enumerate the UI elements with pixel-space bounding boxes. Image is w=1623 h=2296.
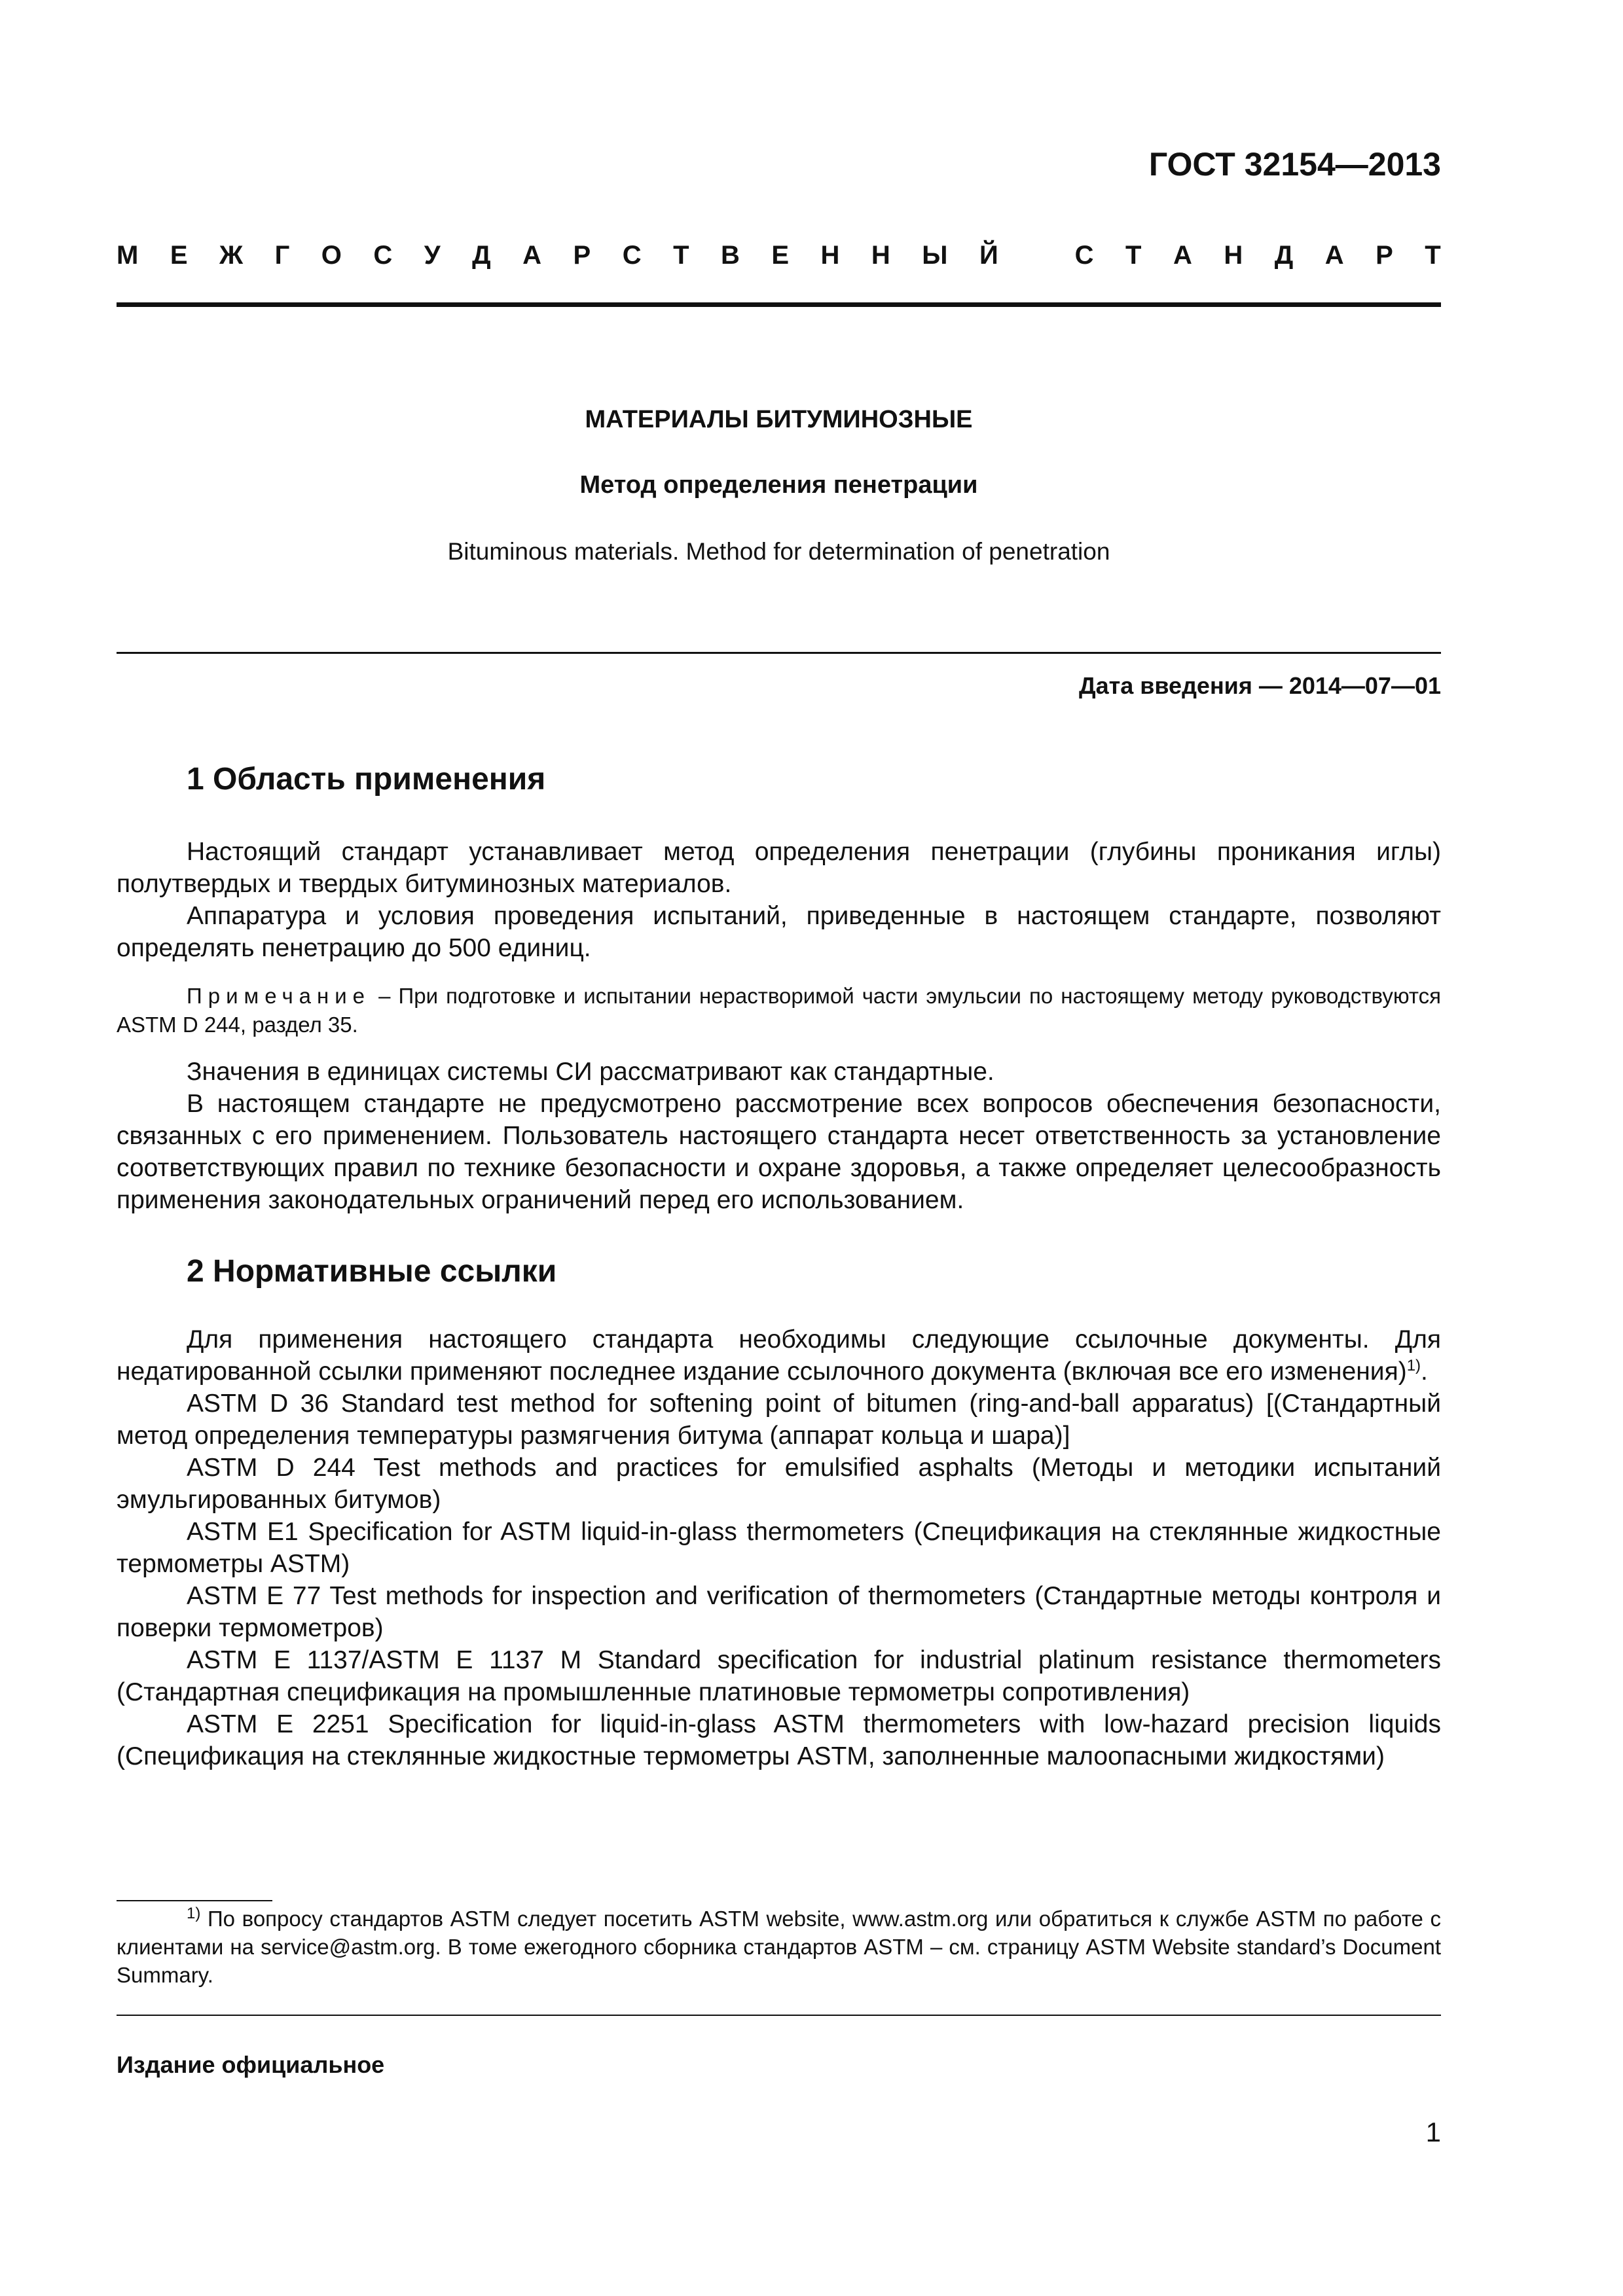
footnote-ref: 1) xyxy=(1406,1357,1421,1374)
banner-letter: О xyxy=(321,241,342,270)
document-title: МАТЕРИАЛЫ БИТУМИНОЗНЫЕ xyxy=(585,406,973,433)
section-1-heading: 1 Область применения xyxy=(187,762,546,797)
introduction-date: Дата введения — 2014—07—01 xyxy=(1078,672,1441,699)
banner-letter: Ж xyxy=(219,241,244,270)
footnote-text: По вопросу стандартов ASTM следует посетить ASTM website, www.astm.org или обратиться к службе ASTM по работе с клиентами на service@astm.org. В томе ежегодного сборника стандартов ASTM – см. страницу ASTM Website standard’s Document Summary. xyxy=(117,1907,1441,1987)
banner-letter: С xyxy=(622,241,642,270)
banner-letter: Н xyxy=(820,241,840,270)
title-rule xyxy=(117,652,1441,654)
banner-letter: Е xyxy=(771,241,790,270)
note xyxy=(117,982,1441,1039)
banner-letter: Н xyxy=(1224,241,1243,270)
banner-letter: Д xyxy=(472,241,491,270)
banner-letter: Е xyxy=(170,241,188,270)
banner-letter: М xyxy=(117,241,139,270)
section-2-body xyxy=(117,1323,1441,1772)
reference-item: ASTM D 244 Test methods and practices for emulsified asphalts (Методы и методики испытаний эмульгированных битумов) xyxy=(117,1454,1441,1514)
paragraph: В настоящем стандарте не предусмотрено рассмотрение всех вопросов обеспечения безопасности, связанных с его применением. Пользователь настоящего стандарта несет ответственность за установление соответствующих правил по технике безопасности и охране здоровья, а также определяет целесообразность применения законодательных ограничений перед его использованием. xyxy=(117,1090,1441,1214)
banner-letter: У xyxy=(424,241,441,270)
reference-item: ASTM E 1137/ASTM E 1137 M Standard specification for industrial platinum resistance thermometers (Стандартная спецификация на промышленные платиновые термометры сопротивления) xyxy=(117,1646,1441,1706)
banner-letter: Т xyxy=(1425,241,1441,270)
banner-letter: Р xyxy=(573,241,591,270)
section-1-body-continued xyxy=(117,1056,1441,1216)
banner-letter: С xyxy=(373,241,393,270)
section-2-heading: 2 Нормативные ссылки xyxy=(187,1254,557,1289)
banner-letter: Ы xyxy=(922,241,948,270)
section-1-body xyxy=(117,836,1441,964)
note-label: Примечание xyxy=(187,984,371,1008)
banner-letter: В xyxy=(720,241,740,270)
note-text: – При подготовке и испытании нерастворимой части эмульсии по настоящему методу руководствуются ASTM D 244, раздел 35. xyxy=(117,984,1441,1037)
banner-letter: Т xyxy=(1125,241,1142,270)
paragraph: Значения в единицах системы СИ рассматривают как стандартные. xyxy=(187,1058,994,1086)
paragraph: Аппаратура и условия проведения испытаний, приведенные в настоящем стандарте, позволяют определять пенетрацию до 500 единиц. xyxy=(117,902,1441,962)
header-rule xyxy=(117,302,1441,307)
paragraph: Настоящий стандарт устанавливает метод определения пенетрации (глубины проникания иглы) полутвердых и твердых битуминозных материалов. xyxy=(117,838,1441,898)
official-edition-label: Издание официальное xyxy=(117,2051,385,2078)
banner-letter: Д xyxy=(1274,241,1294,270)
footer-rule xyxy=(117,2015,1441,2016)
banner-letter: А xyxy=(1173,241,1192,270)
english-title: Bituminous materials. Method for determination of penetration xyxy=(447,538,1110,565)
document-subtitle: Метод определения пенетрации xyxy=(579,471,978,499)
reference-item: ASTM E1 Specification for ASTM liquid-in-glass thermometers (Спецификация на стеклянные жидкостные термометры ASTM) xyxy=(117,1518,1441,1578)
banner-letter: Р xyxy=(1376,241,1393,270)
banner-letter: Н xyxy=(871,241,890,270)
interstate-standard-banner xyxy=(117,241,1441,270)
banner-letter: Г xyxy=(274,241,290,270)
standard-number: ГОСТ 32154—2013 xyxy=(1148,146,1441,183)
reference-item: ASTM D 36 Standard test method for softening point of bitumen (ring-and-ball apparatus) [(Стандартный метод определения температуры размягчения битума (аппарат кольца и шара)] xyxy=(117,1390,1441,1450)
banner-letter xyxy=(1030,241,1043,270)
banner-letter: Й xyxy=(979,241,998,270)
reference-item: ASTM E 2251 Specification for liquid-in-glass ASTM thermometers with low-hazard precision liquids (Спецификация на стеклянные жидкостные термометры ASTM, заполненные малоопасными жидкостями) xyxy=(117,1710,1441,1770)
banner-letter: А xyxy=(1324,241,1344,270)
reference-item: ASTM E 77 Test methods for inspection and verification of thermometers (Стандартные методы контроля и поверки термометров) xyxy=(117,1582,1441,1642)
footnote xyxy=(117,1905,1441,1989)
page-number: 1 xyxy=(1425,2117,1441,2147)
banner-letter: Т xyxy=(673,241,689,270)
banner-letter: А xyxy=(522,241,542,270)
footnote-marker: 1) xyxy=(187,1905,201,1922)
paragraph: Для применения настоящего стандарта необходимы следующие ссылочные документы. Для недатированной ссылки применяют последнее издание ссылочного документа (включая все его изменения)$^{1)}$. xyxy=(117,1325,1441,1386)
footnote-separator xyxy=(117,1900,272,1901)
banner-letter: С xyxy=(1074,241,1094,270)
